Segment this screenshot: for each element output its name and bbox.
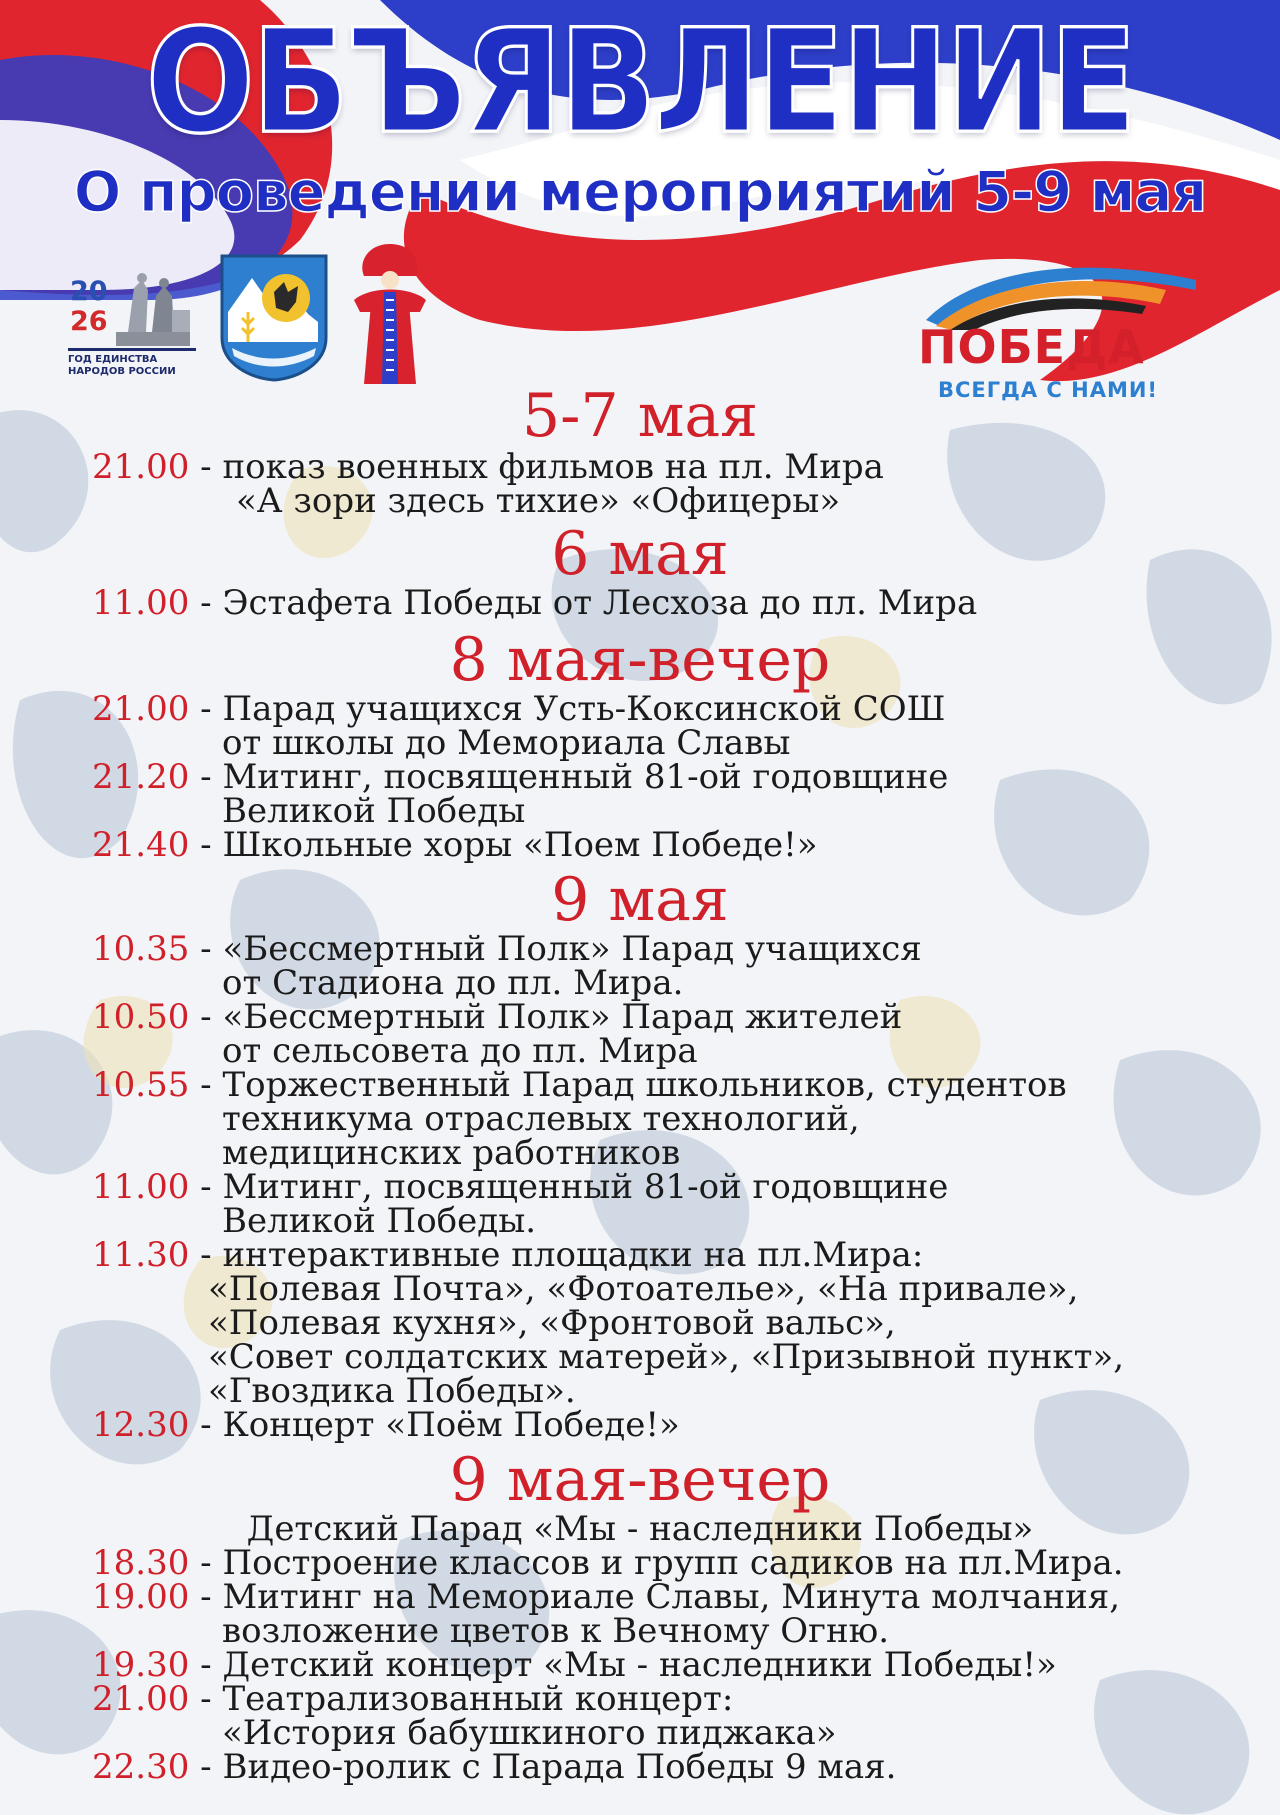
event-time: 21.00 xyxy=(92,447,190,487)
folk-figure-icon xyxy=(350,240,430,388)
event-time: 21.20 xyxy=(92,757,190,797)
event-time: 21.00 xyxy=(92,1679,190,1719)
event-text-cont: «Полевая кухня», «Фронтовой вальс», xyxy=(208,1303,896,1343)
section-heading: 9 мая-вечер xyxy=(449,1445,831,1515)
event-text-cont: от школы до Мемориала Славы xyxy=(222,723,791,763)
event-text: - Видео-ролик с Парада Победы 9 мая. xyxy=(200,1747,897,1787)
year-digits-top: 20 xyxy=(70,276,108,307)
event-text-cont: возложение цветов к Вечному Огню. xyxy=(222,1611,890,1651)
schedule-item xyxy=(92,757,949,797)
section-heading: 6 мая xyxy=(551,519,729,589)
event-time: 10.50 xyxy=(92,997,190,1037)
monument-icon xyxy=(108,270,198,350)
event-text: - «Бессмертный Полк» Парад жителей xyxy=(200,997,903,1037)
event-text: - Концерт «Поём Победе!» xyxy=(200,1405,680,1445)
schedule-item xyxy=(92,583,978,623)
event-text: - Детский концерт «Мы - наследники Победы!» xyxy=(200,1645,1057,1685)
event-text: - интерактивные площадки на пл.Мира: xyxy=(200,1235,924,1275)
section-heading: 9 мая xyxy=(551,865,729,935)
event-text: - Парад учащихся Усть-Коксинской СОШ xyxy=(200,689,946,729)
event-text-cont: техникума отраслевых технологий, xyxy=(222,1099,860,1139)
event-time: 19.30 xyxy=(92,1645,190,1685)
event-text-cont: «Полевая Почта», «Фотоателье», «На привале», xyxy=(208,1269,1079,1309)
event-text: - Эстафета Победы от Лесхоза до пл. Мира xyxy=(200,583,978,623)
schedule-item xyxy=(92,1405,680,1445)
pobeda-word: ПОБЕДА xyxy=(918,320,1145,374)
schedule-item xyxy=(92,1645,1057,1685)
event-text: - Построение классов и групп садиков на пл.Мира. xyxy=(200,1543,1124,1583)
event-time: 11.30 xyxy=(92,1235,190,1275)
event-text: - Театрализованный концерт: xyxy=(200,1679,734,1719)
event-text: - Митинг, посвященный 81-ой годовщине xyxy=(200,1167,949,1207)
event-text-cont: «А зори здесь тихие» «Офицеры» xyxy=(236,481,841,521)
event-text: - показ военных фильмов на пл. Мира xyxy=(200,447,884,487)
schedule-item xyxy=(92,447,884,487)
event-text: - Митинг, посвященный 81-ой годовщине xyxy=(200,757,949,797)
schedule-item xyxy=(92,929,922,969)
year-of-unity-logo xyxy=(66,268,200,386)
schedule-item xyxy=(92,825,818,865)
event-time: 11.00 xyxy=(92,1167,190,1207)
section-heading: 5-7 мая xyxy=(522,381,758,451)
pobeda-tagline: ВСЕГДА С НАМИ! xyxy=(938,378,1159,402)
year-logo-caption: ГОД ЕДИНСТВА НАРОДОВ РОССИИ xyxy=(68,354,176,377)
event-time: 19.00 xyxy=(92,1577,190,1617)
event-text-cont: медицинских работников xyxy=(222,1133,681,1173)
event-text-cont: Великой Победы xyxy=(222,791,526,831)
event-text-cont: «Совет солдатских матерей», «Призывной пункт», xyxy=(208,1337,1125,1377)
event-text: - Школьные хоры «Поем Победе!» xyxy=(200,825,818,865)
event-text: - «Бессмертный Полк» Парад учащихся xyxy=(200,929,922,969)
schedule-item xyxy=(92,689,946,729)
event-time: 18.30 xyxy=(92,1543,190,1583)
event-time: 22.30 xyxy=(92,1747,190,1787)
schedule-item xyxy=(92,1679,734,1719)
st-george-ribbon-icon xyxy=(916,250,1196,330)
event-time: 21.40 xyxy=(92,825,190,865)
schedule-item xyxy=(92,1065,1067,1105)
event-text: - Митинг на Мемориале Славы, Минута молчания, xyxy=(200,1577,1121,1617)
section-intro: Детский Парад «Мы - наследники Победы» xyxy=(246,1509,1034,1549)
event-time: 10.35 xyxy=(92,929,190,969)
schedule-item xyxy=(92,1167,949,1207)
schedule-item xyxy=(92,1747,897,1787)
page-subtitle: О проведении мероприятий 5-9 мая xyxy=(73,160,1207,225)
event-time: 11.00 xyxy=(92,583,190,623)
event-text-cont: от Стадиона до пл. Мира. xyxy=(222,963,684,1003)
page-title: ОБЪЯВЛЕНИЕ xyxy=(145,0,1135,166)
event-text-cont: Великой Победы. xyxy=(222,1201,537,1241)
schedule-item xyxy=(92,997,903,1037)
schedule-item xyxy=(92,1235,924,1275)
event-time: 21.00 xyxy=(92,689,190,729)
event-text: - Торжественный Парад школьников, студентов xyxy=(200,1065,1067,1105)
coat-of-arms-icon xyxy=(218,252,330,382)
event-time: 12.30 xyxy=(92,1405,190,1445)
section-heading: 8 мая-вечер xyxy=(449,625,831,695)
schedule-item xyxy=(92,1543,1124,1583)
year-digits-bottom: 26 xyxy=(70,306,108,337)
event-time: 10.55 xyxy=(92,1065,190,1105)
event-text-cont: «История бабушкиного пиджака» xyxy=(222,1713,837,1753)
event-text-cont: от сельсовета до пл. Мира xyxy=(222,1031,698,1071)
schedule-item xyxy=(92,1577,1121,1617)
event-text-cont: «Гвоздика Победы». xyxy=(208,1371,576,1411)
